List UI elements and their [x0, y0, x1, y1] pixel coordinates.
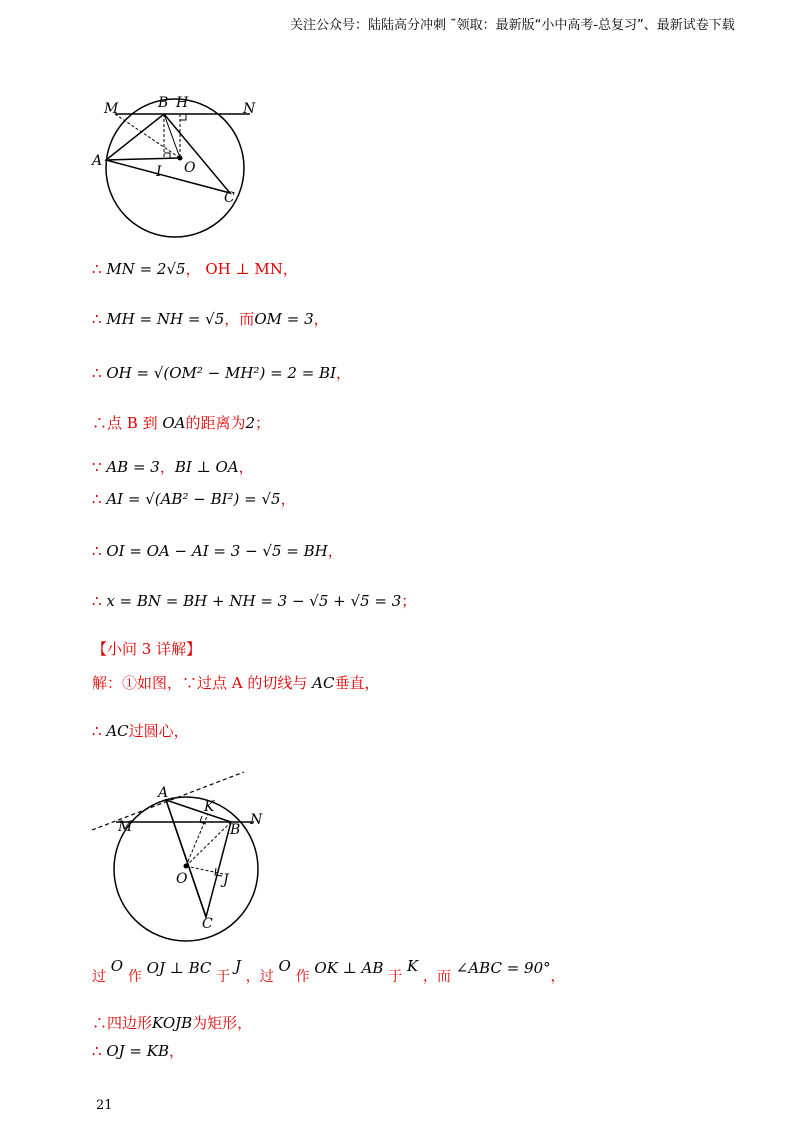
label-i: I [156, 164, 162, 180]
step-line-7: ∴ OI = OA − AI = 3 − √5 = BH， [92, 542, 343, 560]
step-line-10: ∴ AC过圆心， [92, 722, 189, 740]
label-m: M [118, 819, 133, 835]
step-line-12: ∴四边形KOJB为矩形， [92, 1014, 253, 1032]
page-header: 关注公众号：陆陆高分冲刺 ˜领取：最新版“小中高考-总复习”、最新试卷下载 [290, 18, 735, 33]
label-a: A [158, 785, 169, 801]
label-k: K [204, 799, 215, 815]
step-line-11: 过 O 作 OJ ⊥ BC 于 J ，过 O 作 OK ⊥ AB 于 K ，而 ∠ABC = 90°， [92, 957, 565, 985]
step-line-9: 解：①如图，∵过点 A 的切线与 AC垂直， [92, 674, 380, 692]
step-line-5: ∵ AB = 3，BI ⊥ OA， [92, 458, 254, 476]
label-o: O [184, 160, 196, 176]
step-line-3: ∴ OH = √(OM² − MH²) = 2 = BI， [92, 364, 352, 382]
step-line-13: ∴ OJ = KB， [92, 1042, 184, 1060]
page-number: 21 [96, 1098, 113, 1113]
label-n: N [243, 101, 256, 117]
label-a: A [92, 153, 103, 169]
step-line-8: ∴ x = BN = BH + NH = 3 − √5 + √5 = 3； [92, 592, 417, 610]
label-c: C [202, 916, 213, 932]
label-n: N [250, 812, 263, 828]
label-h: H [176, 95, 189, 111]
label-b: B [230, 822, 241, 838]
geometry-figure-1 [90, 90, 270, 260]
step-line-4: ∴点 B 到 OA的距离为2； [92, 414, 271, 432]
step-line-2: ∴ MH = NH = √5，而OM = 3， [92, 310, 329, 328]
label-m: M [104, 101, 119, 117]
label-o: O [176, 871, 188, 887]
section-title: 【小问 3 详解】 [92, 640, 202, 658]
label-c: C [224, 190, 235, 206]
label-j: J [223, 872, 229, 888]
step-line-1: ∴ MN = 2√5， OH ⊥ MN， [92, 260, 298, 278]
step-line-6: ∴ AI = √(AB² − BI²) = √5， [92, 490, 296, 508]
geometry-figure-2 [88, 768, 268, 953]
label-b: B [158, 95, 169, 111]
